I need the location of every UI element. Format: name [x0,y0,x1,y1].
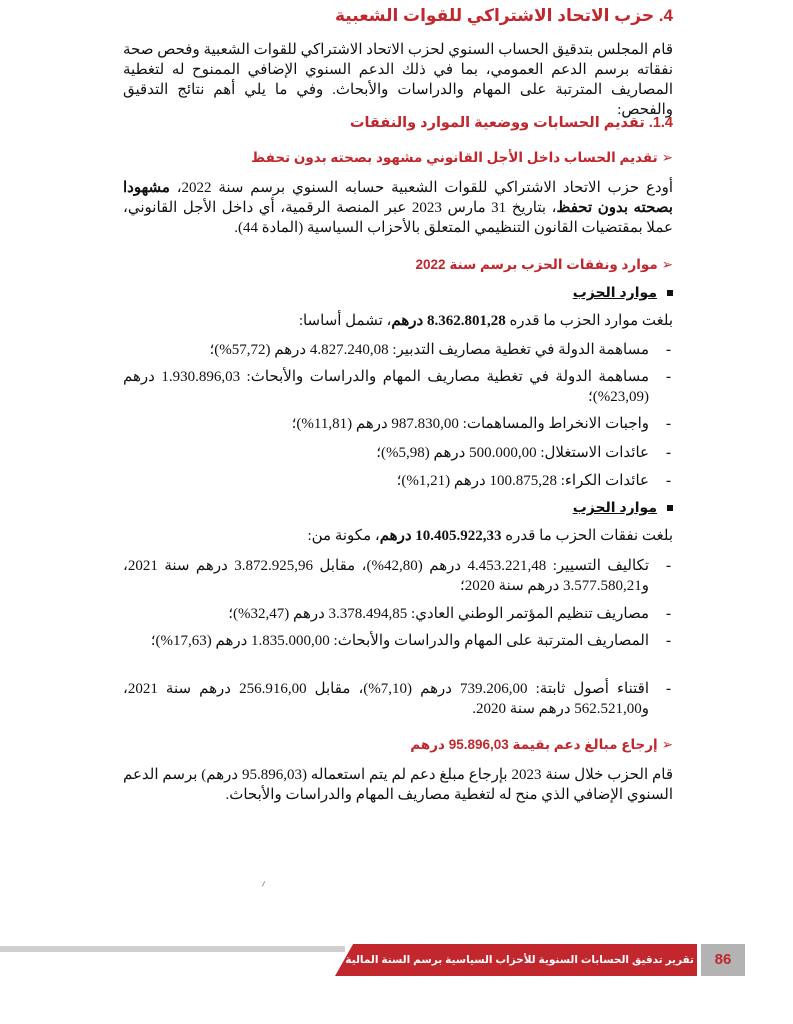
list-item-text: واجبات الانخراط والمساهمات: 987.830,00 درهم (11,81%)؛ [291,416,649,432]
list-item-text: مساهمة الدولة في تغطية مصاريف التدبير: 4.827.240,08 درهم (57,72%)؛ [209,342,649,358]
resources-expenses-heading-text: موارد ونفقات الحزب برسم سنة 2022 [415,257,658,272]
dash-bullet-icon: - [666,342,671,358]
list-item-text: عائدات الاستغلال: 500.000,00 درهم (5,98%)؛ [376,445,649,461]
expenses-total-amount: 10.405.922,33 درهم [379,528,502,544]
list-item [123,367,673,407]
dash-bullet-icon: - [666,633,671,649]
resources-label [113,284,673,301]
refund-paragraph: قام الحزب خلال سنة 2023 بإرجاع مبلغ دعم لم يتم استعماله (95.896,03 درهم) برسم الدعم السنوي الإضافي الذي منح له لتغطية مصاريف المهام والدراسات والأبحاث. [123,767,673,803]
dash-bullet-icon: - [666,606,671,622]
list-item [123,631,673,651]
list-item [123,471,673,491]
list-item-text: مساهمة الدولة في تغطية مصاريف المهام والدراسات والأبحاث: 1.930.896,03 درهم (23,09%)؛ [123,369,649,405]
list-item-text: اقتناء أصول ثابتة: 739.206,00 درهم (7,10%)، مقابل 256.916,00 درهم سنة 2021، و562.521,00 درهم سنة 2020. [123,681,650,717]
page-footer [0,944,793,976]
list-item [123,340,673,360]
list-item-text: المصاريف المترتبة على المهام والدراسات والأبحاث: 1.835.000,00 درهم (17,63%)؛ [150,633,649,649]
resources-label-text: موارد الحزب [572,284,657,300]
square-bullet-icon [667,290,673,296]
expenses-intro-suffix: ، مكونة من: [307,528,380,544]
dash-bullet-icon: - [666,369,671,385]
stray-mark [262,881,265,887]
arrow-bullet-icon: ➢ [661,257,673,272]
list-item [123,443,673,463]
accounts-paragraph [123,178,673,238]
footer-grey-rule [0,946,345,952]
list-item [123,604,673,624]
section-title: 4. حزب الاتحاد الاشتراكي للقوات الشعبية [335,6,673,25]
refund-heading [113,737,673,753]
dash-bullet-icon: - [666,681,671,697]
arrow-bullet-icon: ➢ [661,150,673,165]
accounts-text-bold: مشهودا بصحته بدون تحفظ [123,180,673,216]
resources-total-amount: 8.362.801,28 درهم [391,313,506,329]
list-item [123,679,673,719]
subsection-title: 1.4. تقديم الحسابات ووضعية الموارد والنفقات [349,115,673,131]
expenses-intro-prefix: بلغت نفقات الحزب ما قدره [501,528,673,544]
resources-expenses-heading [113,257,673,273]
page-number: 86 [701,944,745,976]
accounts-text-suffix: ، بتاريخ 31 مارس 2023 عبر المنصة الرقمية، أي داخل الأجل القانوني، عملا بمقتضيات القانون التنظيمي المتعلق بالأحزاب السياسية (المادة 44). [123,200,673,236]
section-intro-paragraph: قام المجلس بتدقيق الحساب السنوي لحزب الاتحاد الاشتراكي للقوات الشعبية وفحص صحة نفقاته برسم الدعم العمومي، بما في ذلك الدعم السنوي الإضافي الممنوح له لتغطية المصاريف المترتبة على المهام والدراسات والأبحاث. وفي ما يلي أهم نتائج التدقيق والفحص: [123,42,673,118]
dash-bullet-icon: - [666,473,671,489]
footer-report-title: تقرير تدقيق الحسابات السنوية للأحزاب السياسية برسم السنة المالية 2022 [319,954,694,966]
list-item [123,556,673,596]
list-item [123,414,673,434]
resources-intro [123,311,673,331]
resources-intro-prefix: بلغت موارد الحزب ما قدره [505,313,673,329]
list-item-text: مصاريف تنظيم المؤتمر الوطني العادي: 3.378.494,85 درهم (32,47%)؛ [228,606,649,622]
expenses-label [113,499,673,516]
dash-bullet-icon: - [666,445,671,461]
arrow-bullet-icon: ➢ [661,737,673,752]
accounts-heading [113,150,673,166]
expenses-intro [123,526,673,546]
list-item-text: عائدات الكراء: 100.875,28 درهم (1,21%)؛ [396,473,649,489]
refund-heading-text: إرجاع مبالغ دعم بقيمة 95.896,03 درهم [410,737,658,752]
list-item-text: تكاليف التسيير: 4.453.221,48 درهم (42,80%)، مقابل 3.872.925,96 درهم سنة 2021، و3.577.580,21 درهم سنة 2020؛ [123,558,650,594]
accounts-text-prefix: أودع حزب الاتحاد الاشتراكي للقوات الشعبية حسابه السنوي برسم سنة 2022، [169,180,673,196]
dash-bullet-icon: - [666,416,671,432]
resources-intro-suffix: ، تشمل أساسا: [298,313,392,329]
dash-bullet-icon: - [666,558,671,574]
square-bullet-icon [667,505,673,511]
accounts-heading-text: تقديم الحساب داخل الأجل القانوني مشهود بصحته بدون تحفظ [251,150,658,165]
expenses-label-text: موارد الحزب [572,499,657,515]
